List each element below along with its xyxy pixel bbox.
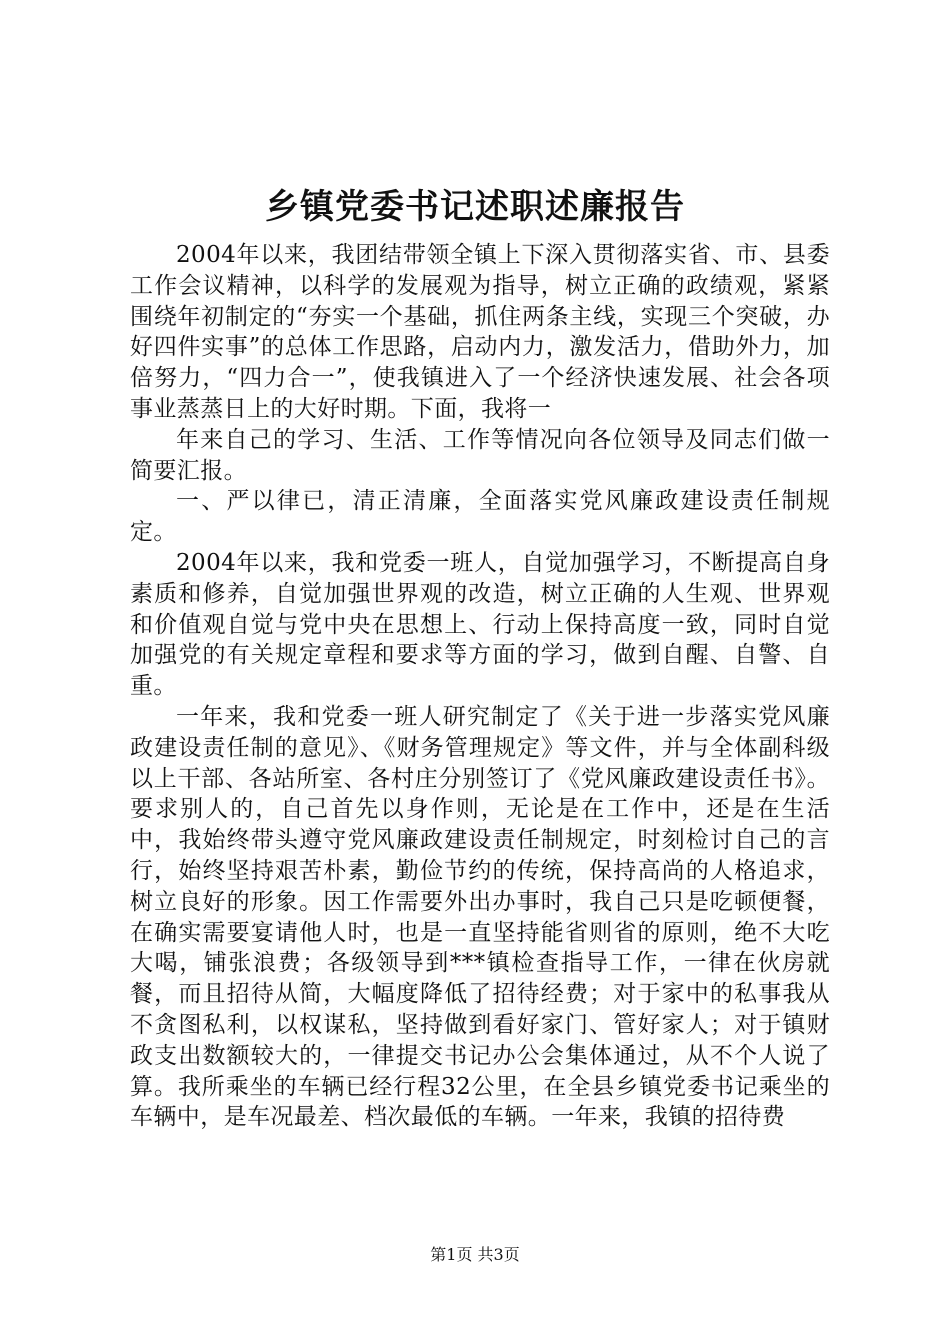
document-title: 乡镇党委书记述职述廉报告 bbox=[265, 187, 685, 227]
document-body bbox=[130, 240, 830, 1133]
page-number-footer: 第1页 共3页 bbox=[430, 1245, 520, 1264]
section-heading-1: 一、严以律已，清正清廉，全面落实党风廉政建设责任制规定。 bbox=[130, 488, 830, 546]
paragraph-integrity: 一年来，我和党委一班人研究制定了《关于进一步落实党风廉政建设责任制的意见》、《财务管理规定》等文件，并与全体副科级以上干部、各站所室、各村庄分别签订了《党风廉政建设责任书》。要求别人的，自己首先以身作则，无论是在工作中，还是在生活中，我始终带头遵守党风廉政建设责任制规定，时刻检讨自己的言行，始终坚持艰苦朴素，勤俭节约的传统，保持高尚的人格追求，树立良好的形象。因工作需要外出办事时，我自己只是吃顿便餐，在确实需要宴请他人时，也是一直坚持能省则省的原则，绝不大吃大喝，铺张浪费；各级领导到***镇检查指导工作，一律在伙房就餐，而且招待从简，大幅度降低了招待经费；对于家中的私事我从不贪图私利，以权谋私，坚持做到看好家门、管好家人；对于镇财政支出数额较大的，一律提交书记办公会集体通过，从不个人说了算。我所乘坐的车辆已经行程32公里，在全县乡镇党委书记乘坐的车辆中，是车况最差、档次最低的车辆。一年来，我镇的招待费 bbox=[130, 703, 830, 1131]
paragraph-intro: 2004年以来，我团结带领全镇上下深入贯彻落实省、市、县委工作会议精神，以科学的发展观为指导，树立正确的政绩观，紧紧围绕年初制定的“夯实一个基础，抓住两条主线，实现三个突破，办好四件实事”的总体工作思路，启动内力，激发活力，借助外力，加倍努力，“四力合一”，使我镇进入了一个经济快速发展、社会各项事业蒸蒸日上的大好时期。下面，我将一 bbox=[130, 242, 830, 422]
paragraph-intro-continued: 年来自己的学习、生活、工作等情况向各位领导及同志们做一简要汇报。 bbox=[130, 426, 830, 484]
paragraph-study: 2004年以来，我和党委一班人，自觉加强学习，不断提高自身素质和修养，自觉加强世界观的改造，树立正确的人生观、世界观和价值观自觉与党中央在思想上、行动上保持高度一致，同时自觉加强党的有关规定章程和要求等方面的学习，做到自醒、自警、自重。 bbox=[130, 549, 830, 700]
